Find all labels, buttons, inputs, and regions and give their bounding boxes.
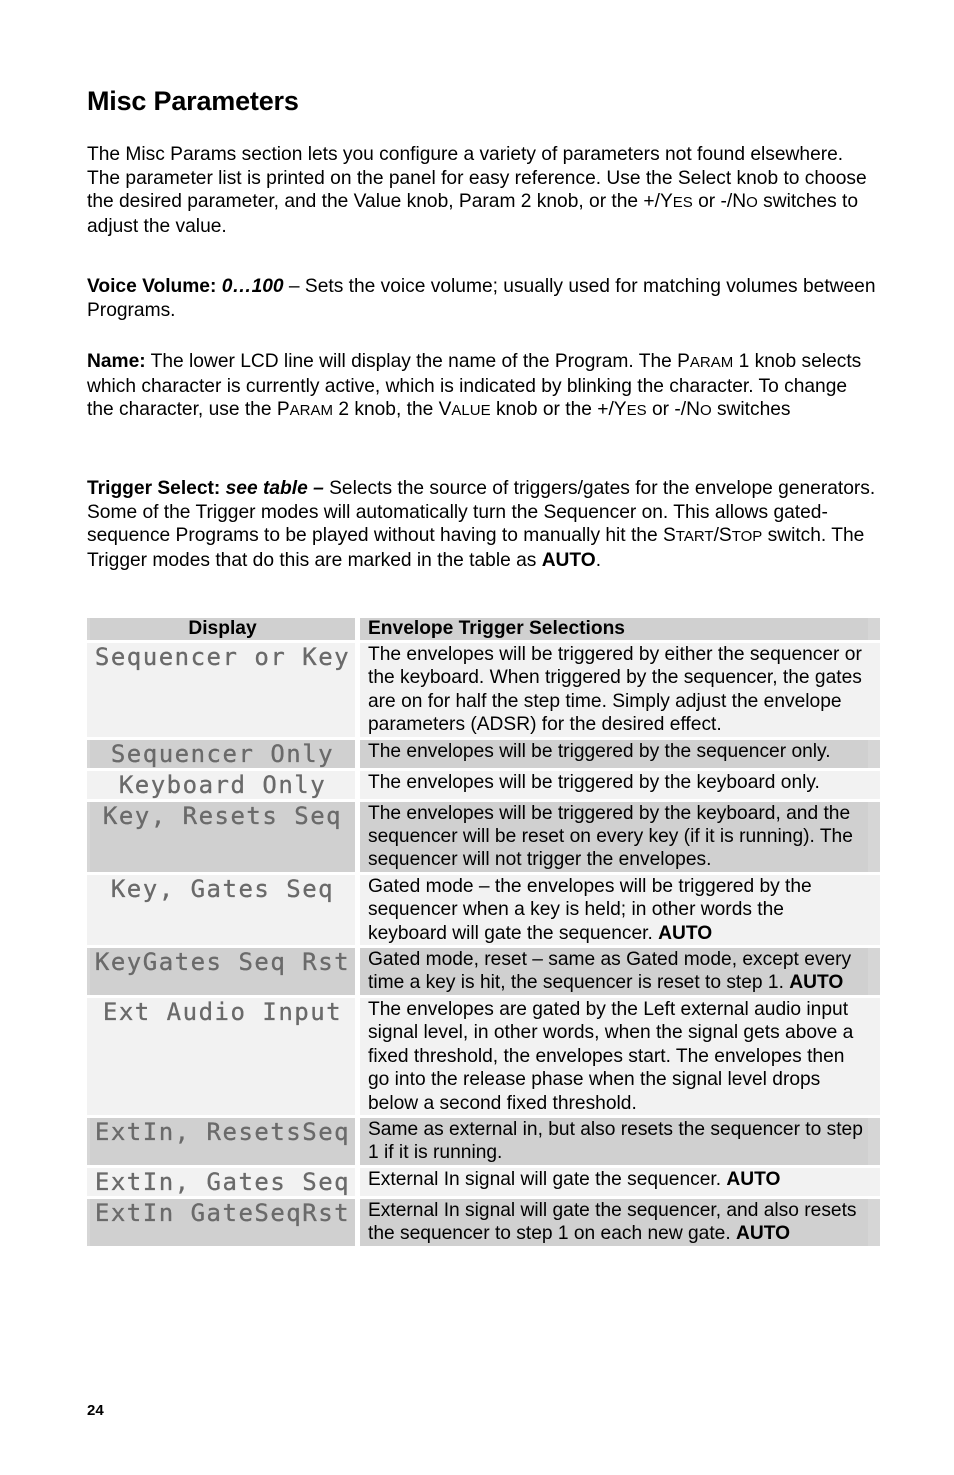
trigger-description (357, 1168, 880, 1196)
envelope-trigger-table (87, 615, 880, 1249)
intro-no-initial: N (732, 191, 747, 212)
voice-volume-text: – Sets the voice volume; usually used for matching volumes between Programs. (87, 276, 876, 321)
trigger-stop: TOP (731, 528, 763, 545)
trigger-description (357, 802, 880, 872)
trigger-description (357, 948, 880, 995)
name-text-6: switches (711, 399, 791, 420)
header-envelope-trigger-selections: Envelope Trigger Selections (357, 618, 880, 640)
lcd-display-text: Ext Audio Input (87, 998, 357, 1115)
trigger-description (357, 998, 880, 1115)
trigger-start: TART (675, 528, 714, 545)
trigger-description (357, 875, 880, 945)
lcd-display-text: ExtIn, ResetsSeq (87, 1118, 357, 1165)
voice-volume-paragraph (87, 275, 877, 322)
name-value: ALUE (451, 402, 491, 419)
auto-badge: AUTO (658, 922, 713, 944)
auto-badge: AUTO (736, 1223, 791, 1245)
table-row (87, 875, 880, 945)
trigger-description (357, 1199, 880, 1246)
table-row (87, 1199, 880, 1246)
lcd-display-text: KeyGates Seq Rst (87, 948, 357, 995)
intro-yes-rest: ES (672, 194, 693, 211)
trigger-description (357, 740, 880, 768)
table-row (87, 1168, 880, 1196)
trigger-slash: /S (713, 525, 732, 546)
description-text: Gated mode, reset – same as Gated mode, except every time a key is hit, the sequencer is reset to step 1. (368, 949, 852, 994)
name-yes: ES (626, 402, 647, 419)
trigger-select-label: Trigger Select: (87, 478, 221, 499)
trigger-description (357, 643, 880, 737)
table-row (87, 802, 880, 872)
lcd-display-text: Key, Resets Seq (87, 802, 357, 872)
description-text: The envelopes will be triggered by the keyboard, and the sequencer will be reset on every key (if it is running). The sequencer will not trigger the envelopes. (368, 802, 853, 871)
description-text: The envelopes will be triggered by the keyboard only. (368, 771, 820, 793)
trigger-text-3: . (595, 549, 602, 571)
table-row (87, 771, 880, 799)
intro-text-3: switches to adjust the value. (87, 191, 859, 237)
trigger-text-2: switch. The Trigger modes that do this are marked in the table as (87, 525, 865, 571)
voice-volume-range: 0…100 (221, 276, 284, 297)
name-text-5: or -/N (646, 399, 700, 420)
lcd-display-text: ExtIn, Gates Seq (87, 1168, 357, 1196)
name-text-1: The lower LCD line will display the name of the Program. The P (145, 351, 690, 372)
table-row (87, 998, 880, 1115)
lcd-display-text: Sequencer or Key (87, 643, 357, 737)
description-text: The envelopes are gated by the Left external audio input signal level, in other words, when the signal gets above a fixed threshold, the envelopes start. The envelopes then go into the release phase when the signal level drops below a second fixed threshold. (368, 998, 854, 1114)
name-param-2: ARAM (289, 402, 334, 419)
intro-text-1: The Misc Params section lets you configure a variety of parameters not found elsewhere. The parameter list is printed on the panel for easy reference. Use the Select knob to choose the desired parameter, and the Value knob, Param 2 knob, or the +/ (87, 144, 867, 212)
table-row (87, 1118, 880, 1165)
name-param-1: ARAM (689, 354, 734, 371)
auto-badge: AUTO (789, 972, 844, 994)
description-text: External In signal will gate the sequencer. (368, 1168, 727, 1190)
trigger-text-1: Selects the source of triggers/gates for the envelope generators. Some of the Trigger modes will automatically turn the Sequencer on. This allows gated-sequence Programs to be played without having to manually hit the S (87, 478, 876, 546)
trigger-select-paragraph (87, 477, 877, 572)
intro-yes-initial: Y (659, 191, 673, 212)
lcd-display-text: ExtIn GateSeqRst (87, 1199, 357, 1246)
intro-no-rest: O (746, 194, 758, 211)
name-text-3: 2 knob, the V (333, 399, 452, 420)
trigger-description (357, 1118, 880, 1165)
intro-text-2: or -/ (692, 191, 733, 212)
intro-paragraph (87, 143, 877, 238)
table-header-row (87, 618, 880, 640)
description-text: Gated mode – the envelopes will be triggered by the sequencer when a key is held; in other words the keyboard will gate the sequencer. (368, 875, 812, 944)
lcd-display-text: Sequencer Only (87, 740, 357, 768)
voice-volume-label: Voice Volume: (87, 276, 217, 297)
table-row (87, 740, 880, 768)
lcd-display-text: Key, Gates Seq (87, 875, 357, 945)
trigger-select-see-table: see table – (225, 478, 324, 499)
page-number: 24 (87, 1402, 104, 1419)
description-text: The envelopes will be triggered by the sequencer only. (368, 740, 831, 762)
description-text: The envelopes will be triggered by either the sequencer or the keyboard. When triggered by the sequencer, the gates are on for half the step time. Simply adjust the envelope parameters (ADSR) for the desired effect. (368, 644, 862, 736)
table-row (87, 643, 880, 737)
name-paragraph (87, 350, 877, 423)
page-title: Misc Parameters (87, 86, 299, 116)
name-no: O (699, 402, 712, 419)
description-text: Same as external in, but also resets the sequencer to step 1 if it is running. (368, 1118, 863, 1164)
lcd-display-text: Keyboard Only (87, 771, 357, 799)
auto-badge: AUTO (726, 1168, 781, 1190)
name-text-4: knob or the +/Y (490, 399, 627, 420)
table-body (87, 643, 880, 1246)
description-text: External In signal will gate the sequencer, and also resets the sequencer to step 1 on each new gate. (368, 1199, 857, 1245)
name-text-2: 1 knob selects which character is currently active, which is indicated by blinking the character. To change the character, use the P (87, 351, 862, 420)
trigger-auto: AUTO (541, 549, 596, 571)
trigger-description (357, 771, 880, 799)
table-row (87, 948, 880, 995)
name-label: Name: (87, 351, 146, 372)
header-display: Display (87, 618, 357, 640)
